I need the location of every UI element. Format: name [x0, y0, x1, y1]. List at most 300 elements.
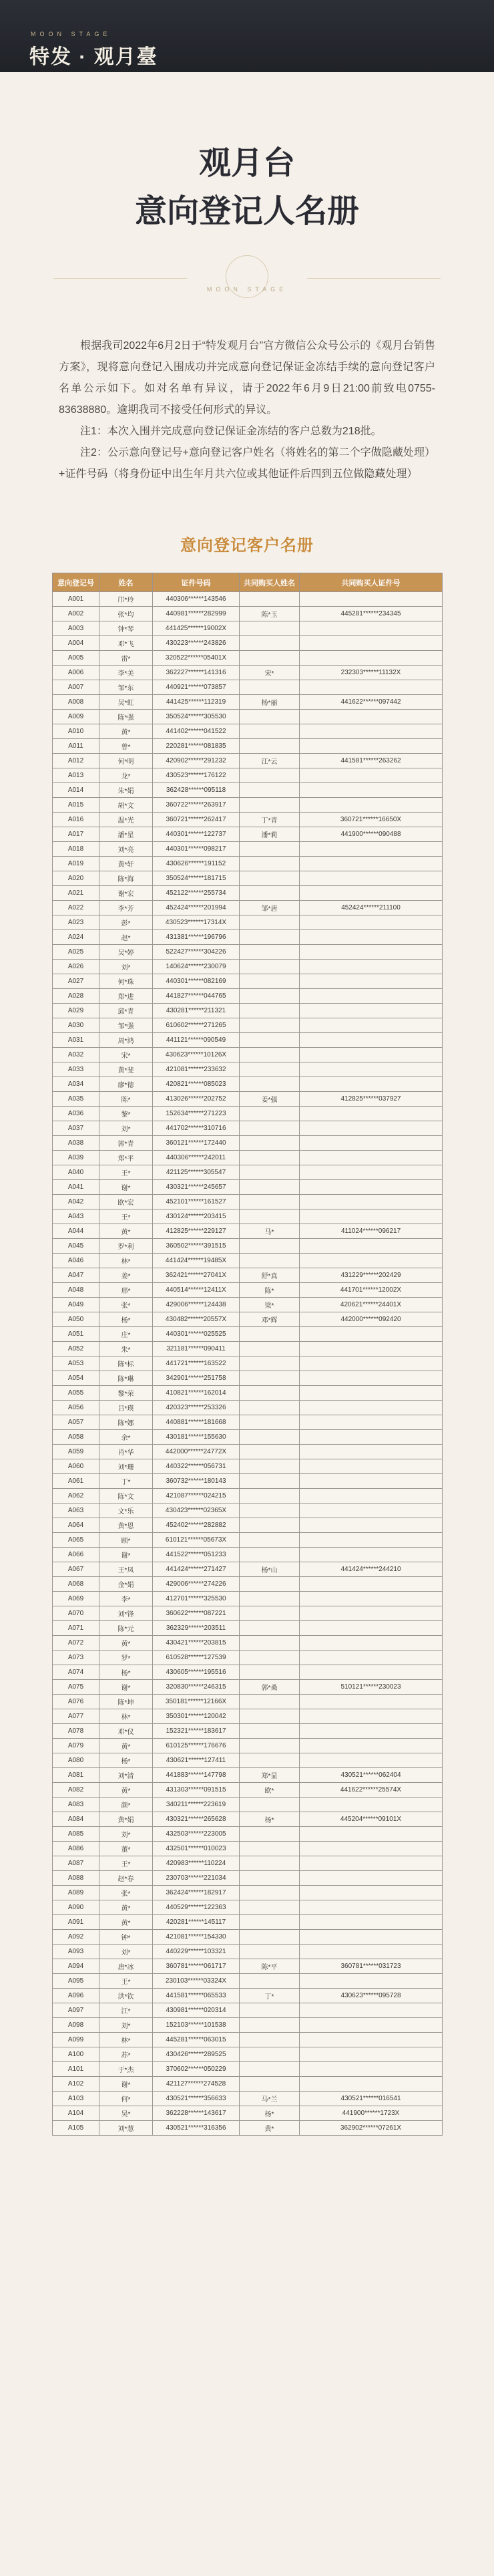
table-cell: A075 — [53, 1680, 99, 1695]
table-cell: 赵*春 — [99, 1871, 153, 1886]
table-cell: 342901******251758 — [153, 1371, 240, 1386]
table-cell — [240, 871, 300, 886]
table-cell: 谢* — [99, 1680, 153, 1695]
table-cell: A032 — [53, 1048, 99, 1062]
table-cell: 441900******090488 — [300, 827, 443, 842]
table-cell — [300, 1430, 443, 1445]
table-cell: 440301******025525 — [153, 1327, 240, 1342]
table-row — [53, 871, 443, 886]
table-cell: 220281******081835 — [153, 739, 240, 754]
table-cell: 陈*琳 — [99, 1371, 153, 1386]
table-cell: A019 — [53, 857, 99, 871]
table-cell — [300, 2062, 443, 2077]
table-cell — [300, 1930, 443, 1945]
table-cell — [300, 1724, 443, 1739]
table-cell: 潘*星 — [99, 827, 153, 842]
table-cell — [300, 1739, 443, 1753]
table-cell: 庄* — [99, 1327, 153, 1342]
table-cell — [240, 2033, 300, 2047]
table-cell: 441701******12002X — [300, 1283, 443, 1298]
table-row — [53, 1504, 443, 1518]
table-cell — [300, 651, 443, 666]
table-cell: A037 — [53, 1121, 99, 1136]
table-row — [53, 1459, 443, 1474]
table-row — [53, 1033, 443, 1048]
table-cell: 350524******305530 — [153, 710, 240, 724]
table-cell: A029 — [53, 1004, 99, 1018]
table-cell: 420281******145117 — [153, 1915, 240, 1930]
table-cell: A005 — [53, 651, 99, 666]
table-cell: A103 — [53, 2092, 99, 2106]
table-cell: A007 — [53, 680, 99, 695]
table-cell: 刘*锋 — [99, 1606, 153, 1621]
table-cell: 441402******041522 — [153, 724, 240, 739]
table-cell: A003 — [53, 621, 99, 636]
table-cell: A092 — [53, 1930, 99, 1945]
table-cell: 刘* — [99, 2018, 153, 2033]
header-cell: 共同购买人证件号 — [300, 573, 443, 592]
table-cell: A046 — [53, 1254, 99, 1268]
table-row — [53, 1268, 443, 1283]
table-cell — [240, 710, 300, 724]
table-cell: 王* — [99, 1209, 153, 1224]
table-cell: A004 — [53, 636, 99, 651]
table-cell: 王* — [99, 1974, 153, 1989]
table-cell: 黄* — [99, 1636, 153, 1651]
table-cell: 马*兰 — [240, 2092, 300, 2106]
table-cell: 龙* — [99, 768, 153, 783]
table-row — [53, 651, 443, 666]
table-cell — [300, 1945, 443, 1959]
table-cell: 432501******010023 — [153, 1842, 240, 1856]
table-cell — [240, 1504, 300, 1518]
table-cell — [240, 1459, 300, 1474]
table-cell: 吴*虹 — [99, 695, 153, 710]
table-cell: A048 — [53, 1283, 99, 1298]
table-cell — [300, 1974, 443, 1989]
table-row — [53, 1312, 443, 1327]
table-row — [53, 1709, 443, 1724]
table-cell — [300, 915, 443, 930]
table-row — [53, 1959, 443, 1974]
table-cell: 郑*进 — [99, 989, 153, 1004]
brand-logo-text: 特发 · 观月臺 — [29, 46, 158, 68]
table-cell: 452402******282882 — [153, 1518, 240, 1533]
table-cell: 邹*东 — [99, 680, 153, 695]
table-cell: 李*美 — [99, 666, 153, 680]
table-cell — [240, 2077, 300, 2092]
table-row — [53, 1518, 443, 1533]
table-row — [53, 901, 443, 915]
table-cell — [300, 886, 443, 901]
table-cell: A083 — [53, 1798, 99, 1812]
table-cell: A090 — [53, 1900, 99, 1915]
table-cell: 522427******304226 — [153, 945, 240, 960]
table-cell: 黄* — [99, 1783, 153, 1798]
table-row — [53, 768, 443, 783]
table-cell: 陈*娜 — [99, 1415, 153, 1430]
header-banner — [0, 0, 494, 72]
table-cell: A043 — [53, 1209, 99, 1224]
table-cell — [240, 1592, 300, 1606]
table-cell — [300, 1871, 443, 1886]
table-cell: 230103******03324X — [153, 1974, 240, 1989]
table-cell: 林* — [99, 1709, 153, 1724]
intro-note-2: 注2：公示意向登记号+意向登记客户姓名（将姓名的第二个字做隐藏处理）+证件号码（将身份证中出生年月共六位或其他证件后四到五位做隐藏处理） — [59, 447, 435, 480]
table-cell — [300, 1459, 443, 1474]
table-cell: A087 — [53, 1856, 99, 1871]
table-row — [53, 2033, 443, 2047]
table-cell: 陈*文 — [99, 1489, 153, 1504]
table-row — [53, 915, 443, 930]
table-cell — [300, 2033, 443, 2047]
table-cell: 余* — [99, 1430, 153, 1445]
table-cell: 360781******061717 — [153, 1959, 240, 1974]
table-cell — [300, 1577, 443, 1592]
table-row — [53, 1753, 443, 1768]
table-cell: 421081******233632 — [153, 1062, 240, 1077]
table-cell — [240, 930, 300, 945]
table-cell: 杨* — [99, 1665, 153, 1680]
table-row — [53, 724, 443, 739]
table-cell: 郭*青 — [99, 1136, 153, 1151]
table-cell — [300, 1356, 443, 1371]
table-cell — [240, 1474, 300, 1489]
table-row — [53, 1430, 443, 1445]
table-cell: 顾* — [99, 1533, 153, 1548]
table-cell — [240, 1430, 300, 1445]
table-cell: 刘* — [99, 960, 153, 974]
table-cell: 吴* — [99, 2106, 153, 2121]
table-cell — [240, 1871, 300, 1886]
table-cell: 452122******255734 — [153, 886, 240, 901]
table-cell — [300, 1886, 443, 1900]
table-cell — [300, 1415, 443, 1430]
table-cell: 413026******202752 — [153, 1092, 240, 1107]
table-cell: A101 — [53, 2062, 99, 2077]
table-cell: 欧*宏 — [99, 1195, 153, 1209]
table-cell — [300, 871, 443, 886]
table-row — [53, 886, 443, 901]
table-row — [53, 1224, 443, 1239]
table-cell — [300, 974, 443, 989]
table-cell: 周*鸿 — [99, 1033, 153, 1048]
table-cell: 黄* — [99, 724, 153, 739]
table-cell: 360781******031723 — [300, 1959, 443, 1974]
table-cell — [240, 798, 300, 813]
table-cell: 430181******155630 — [153, 1430, 240, 1445]
table-cell — [300, 1827, 443, 1842]
table-cell: 430523******17314X — [153, 915, 240, 930]
table-row — [53, 2062, 443, 2077]
table-cell: A014 — [53, 783, 99, 798]
table-row — [53, 1151, 443, 1165]
table-row — [53, 1577, 443, 1592]
table-cell: 谢* — [99, 1548, 153, 1562]
table-cell — [300, 1915, 443, 1930]
table-cell: 420621******24401X — [300, 1298, 443, 1312]
table-cell — [240, 680, 300, 695]
table-row — [53, 1415, 443, 1430]
table-cell: 441702******310716 — [153, 1121, 240, 1136]
table-row — [53, 2047, 443, 2062]
table-row — [53, 1562, 443, 1577]
table-row — [53, 1665, 443, 1680]
table-cell — [240, 857, 300, 871]
table-cell: 430421******203815 — [153, 1636, 240, 1651]
table-cell: A015 — [53, 798, 99, 813]
table-cell: 李* — [99, 1592, 153, 1606]
table-cell: 360721******262417 — [153, 813, 240, 827]
table-cell: A035 — [53, 1092, 99, 1107]
table-row — [53, 1254, 443, 1268]
table-cell — [240, 1401, 300, 1415]
table-row — [53, 1386, 443, 1401]
table-cell — [240, 1798, 300, 1812]
table-cell: A078 — [53, 1724, 99, 1739]
table-cell: A036 — [53, 1107, 99, 1121]
header-cell: 意向登记号 — [53, 573, 99, 592]
table-cell — [240, 1577, 300, 1592]
table-cell: 陈*海 — [99, 871, 153, 886]
table-cell: 陈*元 — [99, 1621, 153, 1636]
table-cell: 452424******201994 — [153, 901, 240, 915]
table-cell — [240, 1709, 300, 1724]
table-cell: 黄* — [240, 2121, 300, 2136]
table-cell — [240, 2062, 300, 2077]
table-cell: A059 — [53, 1445, 99, 1459]
table-row — [53, 857, 443, 871]
table-cell: A002 — [53, 607, 99, 621]
table-cell: A047 — [53, 1268, 99, 1283]
table-cell: 370602******050229 — [153, 2062, 240, 2077]
table-cell: 谢*宏 — [99, 886, 153, 901]
table-cell: 谢* — [99, 2077, 153, 2092]
table-row — [53, 1048, 443, 1062]
table-cell: 440322******056731 — [153, 1459, 240, 1474]
table-cell — [240, 1724, 300, 1739]
table-cell — [300, 2047, 443, 2062]
table-row — [53, 636, 443, 651]
table-cell: 610121******05673X — [153, 1533, 240, 1548]
table-cell — [240, 1651, 300, 1665]
table-cell: 刘* — [99, 1945, 153, 1959]
table-cell: 430621******127411 — [153, 1753, 240, 1768]
table-cell: A025 — [53, 945, 99, 960]
table-row — [53, 1283, 443, 1298]
table-cell: 440529******122363 — [153, 1900, 240, 1915]
table-cell: A082 — [53, 1783, 99, 1798]
table-cell: 452101******161527 — [153, 1195, 240, 1209]
table-row — [53, 945, 443, 960]
table-row — [53, 827, 443, 842]
table-cell — [300, 636, 443, 651]
table-cell: 邓*飞 — [99, 636, 153, 651]
table-cell: 何*珠 — [99, 974, 153, 989]
table-cell — [300, 1180, 443, 1195]
table-cell: A102 — [53, 2077, 99, 2092]
table-cell — [300, 1445, 443, 1459]
table-cell: 441522******051233 — [153, 1548, 240, 1562]
table-cell: 张* — [99, 1298, 153, 1312]
table-row — [53, 710, 443, 724]
table-cell: 刘*珊 — [99, 1459, 153, 1474]
table-cell: A093 — [53, 1945, 99, 1959]
table-row — [53, 1871, 443, 1886]
table-cell: 441424******19485X — [153, 1254, 240, 1268]
table-cell — [300, 1107, 443, 1121]
table-cell: A091 — [53, 1915, 99, 1930]
table-cell — [300, 621, 443, 636]
table-cell — [240, 1018, 300, 1033]
table-cell — [240, 1739, 300, 1753]
table-cell — [300, 1518, 443, 1533]
table-cell — [240, 621, 300, 636]
table-row — [53, 974, 443, 989]
table-cell: A012 — [53, 754, 99, 768]
table-row — [53, 1474, 443, 1489]
table-cell: 钟* — [99, 1930, 153, 1945]
table-cell: 320522******05401X — [153, 651, 240, 666]
table-cell: 邓*辉 — [240, 1312, 300, 1327]
table-cell: 刘* — [99, 1827, 153, 1842]
table-cell: 黄* — [99, 1915, 153, 1930]
table-cell: 440301******098217 — [153, 842, 240, 857]
table-cell — [240, 1827, 300, 1842]
announcement-text — [0, 335, 494, 485]
table-cell — [300, 798, 443, 813]
table-cell: 赵* — [99, 930, 153, 945]
table-cell: A051 — [53, 1327, 99, 1342]
table-cell: 罗*利 — [99, 1239, 153, 1254]
table-cell — [240, 945, 300, 960]
table-cell: 230703******221034 — [153, 1871, 240, 1886]
table-row — [53, 798, 443, 813]
table-cell: A013 — [53, 768, 99, 783]
table-cell — [240, 2047, 300, 2062]
table-cell: A034 — [53, 1077, 99, 1092]
table-cell: 董* — [99, 1842, 153, 1856]
table-cell — [240, 1180, 300, 1195]
table-cell: A020 — [53, 871, 99, 886]
table-cell: 362902******07261X — [300, 2121, 443, 2136]
table-cell — [240, 739, 300, 754]
table-cell: 440514******12411X — [153, 1283, 240, 1298]
table-row — [53, 1636, 443, 1651]
table-title: 意向登记客户名册 — [180, 537, 314, 555]
table-row — [53, 1401, 443, 1415]
table-cell — [300, 1004, 443, 1018]
table-cell: 420902******291232 — [153, 754, 240, 768]
table-row — [53, 1004, 443, 1018]
intro-note-1: 注1：本次入围并完成意向登记保证金冻结的客户总数为218批。 — [80, 426, 382, 437]
table-row — [53, 1092, 443, 1107]
table-cell: A057 — [53, 1415, 99, 1430]
table-cell — [240, 1165, 300, 1180]
table-cell: A001 — [53, 592, 99, 607]
table-cell — [300, 739, 443, 754]
table-cell: 421087******024215 — [153, 1489, 240, 1504]
table-cell: 黄*轩 — [99, 857, 153, 871]
header-cell: 姓名 — [99, 573, 153, 592]
table-cell: 何* — [99, 2092, 153, 2106]
table-row — [53, 2003, 443, 2018]
table-row — [53, 1621, 443, 1636]
table-cell — [300, 783, 443, 798]
table-cell: A054 — [53, 1371, 99, 1386]
table-cell: 421081******154330 — [153, 1930, 240, 1945]
table-cell: 430521******356633 — [153, 2092, 240, 2106]
table-cell: 吴*婷 — [99, 945, 153, 960]
table-cell — [300, 1062, 443, 1077]
table-cell: 430626******191152 — [153, 857, 240, 871]
table-cell: 洪*钦 — [99, 1989, 153, 2003]
table-cell — [240, 636, 300, 651]
table-cell: A074 — [53, 1665, 99, 1680]
table-cell — [240, 592, 300, 607]
table-cell: 邹*强 — [99, 1018, 153, 1033]
table-cell: 梁* — [240, 1298, 300, 1312]
table-cell: 林* — [99, 2033, 153, 2047]
table-cell: 452424******211100 — [300, 901, 443, 915]
table-cell — [240, 989, 300, 1004]
table-cell: 黄* — [99, 1224, 153, 1239]
table-cell: A070 — [53, 1606, 99, 1621]
table-cell: A045 — [53, 1239, 99, 1254]
table-cell — [300, 1371, 443, 1386]
table-cell: A044 — [53, 1224, 99, 1239]
table-cell: 邱*青 — [99, 1004, 153, 1018]
table-cell — [300, 768, 443, 783]
table-cell: 陈*强 — [99, 710, 153, 724]
table-row — [53, 1121, 443, 1136]
table-row — [53, 2106, 443, 2121]
table-cell: 金*娟 — [99, 1577, 153, 1592]
table-row — [53, 1533, 443, 1548]
table-cell: A023 — [53, 915, 99, 930]
table-cell — [300, 1386, 443, 1401]
table-cell: 412701******325530 — [153, 1592, 240, 1606]
table-cell: 郑*显 — [240, 1768, 300, 1783]
table-cell: 谢* — [99, 1180, 153, 1195]
table-cell: 441827******044765 — [153, 989, 240, 1004]
table-cell — [300, 1239, 443, 1254]
table-cell: 412825******037927 — [300, 1092, 443, 1107]
table-cell: 黄*恩 — [99, 1518, 153, 1533]
table-cell: A076 — [53, 1695, 99, 1709]
table-row — [53, 1915, 443, 1930]
table-row — [53, 695, 443, 710]
table-row — [53, 2092, 443, 2106]
table-cell: 宋* — [99, 1048, 153, 1062]
table-cell — [240, 1121, 300, 1136]
table-cell: 何*明 — [99, 754, 153, 768]
table-cell: 340211******223619 — [153, 1798, 240, 1812]
table-cell: 张* — [99, 1886, 153, 1900]
table-cell — [300, 1136, 443, 1151]
table-row — [53, 1886, 443, 1900]
table-cell: A084 — [53, 1812, 99, 1827]
table-cell: 钟*琴 — [99, 621, 153, 636]
page-title-line2: 意向登记人名册 — [134, 192, 359, 230]
table-cell: 441883******147798 — [153, 1768, 240, 1783]
table-cell: 邓*仪 — [99, 1724, 153, 1739]
table-cell: 440301******122737 — [153, 827, 240, 842]
registrant-table — [52, 573, 443, 2136]
table-cell: 马* — [240, 1224, 300, 1239]
table-cell — [240, 1151, 300, 1165]
table-cell: 350181******12166X — [153, 1695, 240, 1709]
